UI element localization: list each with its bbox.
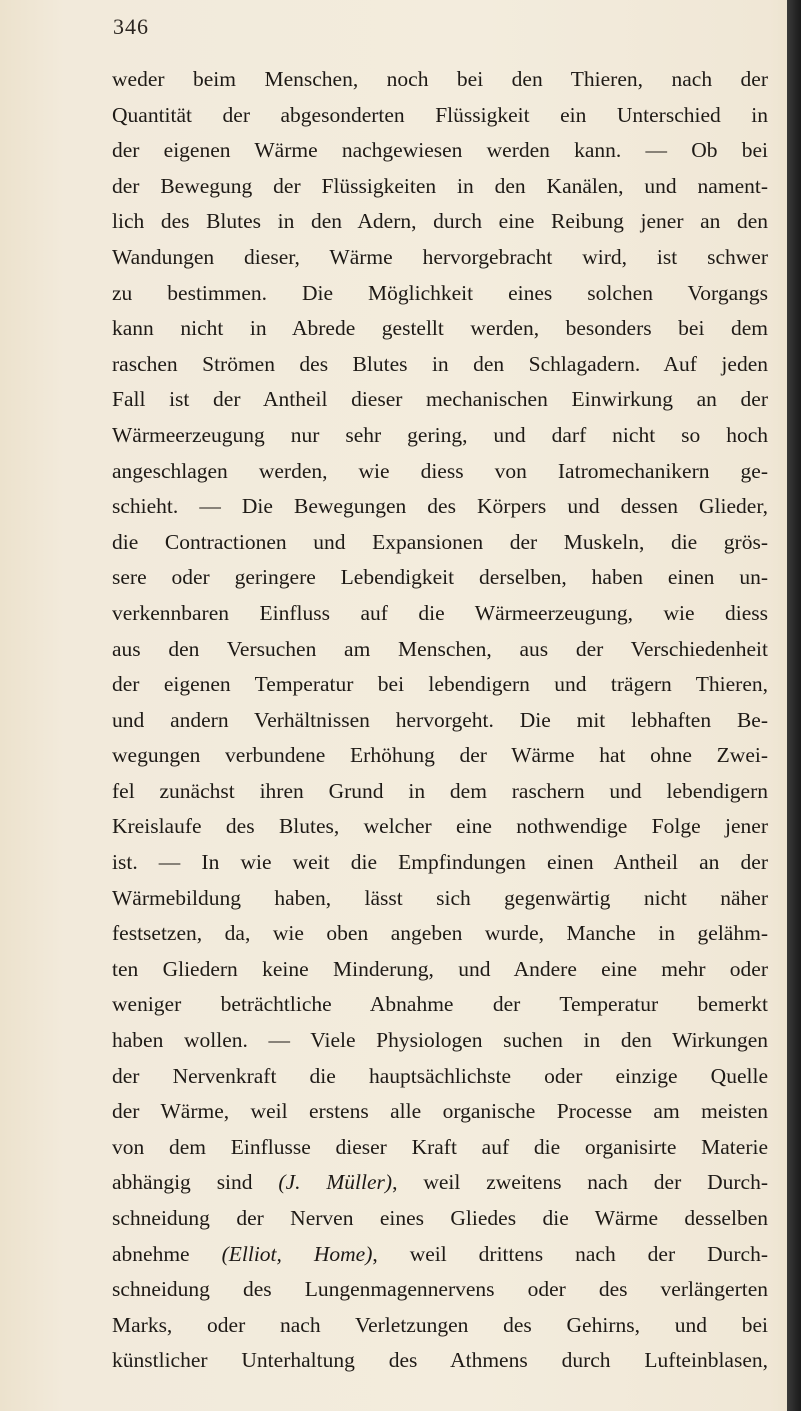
line-segment: , weil zweitens nach der Durch- <box>392 1170 768 1195</box>
text-line: ten Gliedern keine Minderung, und Andere eine mehr oder <box>112 956 768 981</box>
text-line: von dem Einflusse dieser Kraft auf die organisirte Materie <box>112 1134 768 1159</box>
text-line: der Nervenkraft die hauptsächlichste oder einzige Quelle <box>112 1063 768 1088</box>
citation-elliot-home: (Elliot, Home) <box>221 1241 373 1266</box>
text-line-citation <box>112 1237 768 1273</box>
line-segment: , weil drittens nach der Durch- <box>372 1241 768 1266</box>
text-line: angeschlagen werden, wie diess von Iatromechanikern ge- <box>112 458 768 483</box>
text-line: Quantität der abgesonderten Flüssigkeit ein Unterschied in <box>112 102 768 127</box>
body-text <box>112 62 768 1379</box>
text-line: der eigenen Temperatur bei lebendigern und trägern Thieren, <box>112 672 768 697</box>
text-line: Marks, oder nach Verletzungen des Gehirns, und bei <box>112 1312 768 1337</box>
text-line: der Wärme, weil erstens alle organische Processe am meisten <box>112 1099 768 1124</box>
text-line: weniger beträchtliche Abnahme der Temperatur bemerkt <box>112 992 768 1017</box>
text-line: festsetzen, da, wie oben angeben wurde, Manche in gelähm- <box>112 921 768 946</box>
text-line: lich des Blutes in den Adern, durch eine Reibung jener an den <box>112 209 768 234</box>
text-line: zu bestimmen. Die Möglichkeit eines solchen Vorgangs <box>112 280 768 305</box>
text-line: ist. — In wie weit die Empfindungen einen Antheil an der <box>112 850 768 875</box>
text-line: fel zunächst ihren Grund in dem raschern und lebendigern <box>112 778 768 803</box>
text-line: kann nicht in Abrede gestellt werden, besonders bei dem <box>112 316 768 341</box>
page-number: 346 <box>113 14 149 39</box>
citation-mueller: (J. Müller) <box>278 1170 393 1195</box>
text-line: Wärmebildung haben, lässt sich gegenwärtig nicht näher <box>112 885 768 910</box>
text-line: und andern Verhältnissen hervorgeht. Die mit lebhaften Be- <box>112 707 768 732</box>
line-segment: abnehme <box>112 1241 222 1266</box>
text-line: Wandungen dieser, Wärme hervorgebracht wird, ist schwer <box>112 244 768 269</box>
text-line: künstlicher Unterhaltung des Athmens durch Lufteinblasen, <box>112 1348 768 1373</box>
text-line: schneidung des Lungenmagennervens oder des verlängerten <box>112 1277 768 1302</box>
text-line: Wärmeerzeugung nur sehr gering, und darf nicht so hoch <box>112 422 768 447</box>
scan-edge-shadow <box>787 0 801 1411</box>
text-line: weder beim Menschen, noch bei den Thieren, nach der <box>112 67 768 91</box>
text-line: der Bewegung der Flüssigkeiten in den Kanälen, und nament- <box>112 173 768 198</box>
text-line-citation <box>112 1165 768 1201</box>
text-line: raschen Strömen des Blutes in den Schlagadern. Auf jeden <box>112 351 768 376</box>
text-line: verkennbaren Einfluss auf die Wärmeerzeugung, wie diess <box>112 600 768 625</box>
text-line: Fall ist der Antheil dieser mechanischen Einwirkung an der <box>112 387 768 412</box>
text-line: sere oder geringere Lebendigkeit derselben, haben einen un- <box>112 565 768 590</box>
text-line: schieht. — Die Bewegungen des Körpers und dessen Glieder, <box>112 494 768 519</box>
line-segment: abhängig sind <box>112 1170 279 1195</box>
text-line: die Contractionen und Expansionen der Muskeln, die grös- <box>112 529 768 554</box>
text-line: der eigenen Wärme nachgewiesen werden kann. — Ob bei <box>112 138 768 163</box>
text-line: Kreislaufe des Blutes, welcher eine nothwendige Folge jener <box>112 814 768 839</box>
text-line: haben wollen. — Viele Physiologen suchen in den Wirkungen <box>112 1028 768 1053</box>
text-line: aus den Versuchen am Menschen, aus der Verschiedenheit <box>112 636 768 661</box>
text-line: schneidung der Nerven eines Gliedes die Wärme desselben <box>112 1206 768 1230</box>
text-line: wegungen verbundene Erhöhung der Wärme hat ohne Zwei- <box>112 743 768 768</box>
